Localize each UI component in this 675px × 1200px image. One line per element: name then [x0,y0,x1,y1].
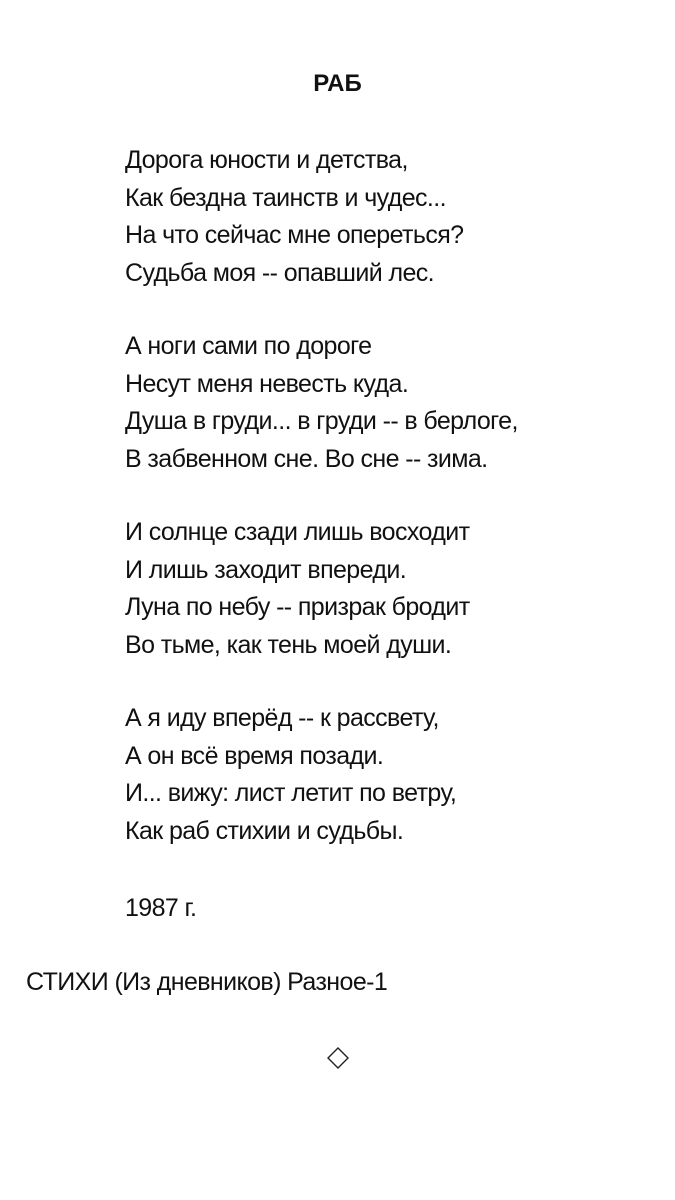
poem-line: Несут меня невесть куда. [125,369,409,398]
poem-title: РАБ [313,70,362,97]
poem-line: И солнце сзади лишь восходит [125,518,470,546]
stanza-3 [125,514,665,664]
poem-line: Во тьме, как тень моей души. [125,630,452,659]
stanza-1 [125,142,665,292]
poem-line: Душа в груди... в груди -- в берлоге, [125,407,518,435]
stanza-4 [125,700,665,850]
poem-line: Судьба моя -- опавший лес. [125,258,434,287]
poem-line: Как раб стихии и судьбы. [125,816,404,845]
diamond-outline-icon [326,1046,350,1070]
stanza-2 [125,328,665,478]
poem-body [125,142,665,886]
poem-line: А ноги сами по дороге [125,332,372,360]
poem-line: И... вижу: лист летит по ветру, [125,779,457,807]
poem-line: А он всё время позади. [125,741,384,770]
poem-line: В забвенном сне. Во сне -- зима. [125,444,488,473]
poem-line: На что сейчас мне опереться? [125,221,464,249]
poem-line: Дорога юности и детства, [125,146,408,174]
collection-link[interactable]: СТИХИ (Из дневников) Разное-1 [26,968,388,996]
diamond-outline-icon-svg [326,1046,350,1070]
poem-line: Луна по небу -- призрак бродит [125,593,470,621]
poem-line: А я иду вперёд -- к рассвету, [125,704,439,732]
poem-line: Как бездна таинств и чудес... [125,183,446,212]
poem-line: И лишь заходит впереди. [125,555,407,584]
poem-date: 1987 г. [125,894,197,922]
